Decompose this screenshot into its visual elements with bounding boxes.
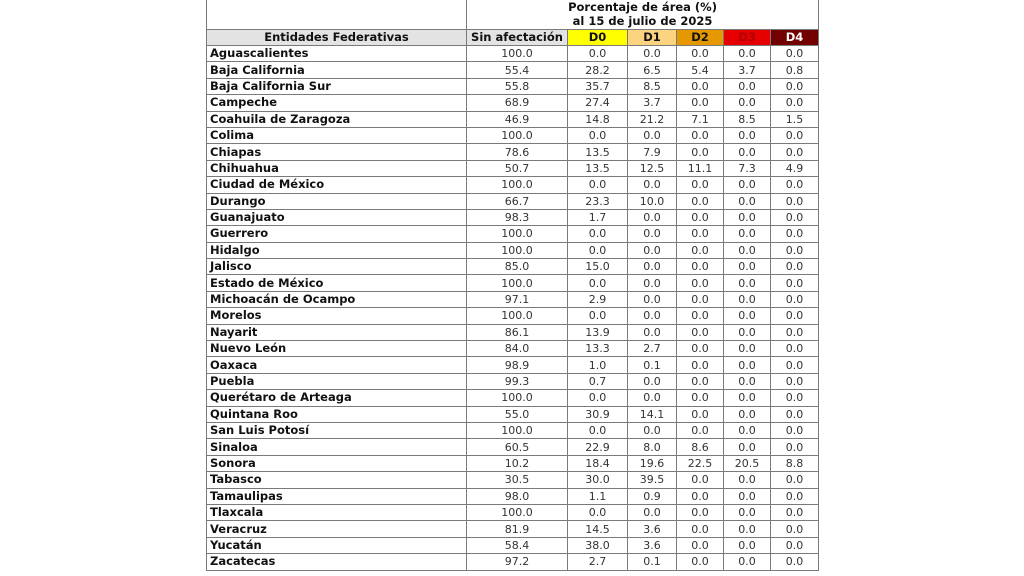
cell-d2: 0.0 [677, 95, 724, 111]
table-row [207, 439, 819, 455]
cell-d2: 0.0 [677, 472, 724, 488]
cell-sin-afectacion: 86.1 [467, 324, 568, 340]
cell-d4: 0.0 [771, 127, 819, 143]
cell-sin-afectacion: 58.4 [467, 537, 568, 553]
cell-d3: 0.0 [724, 127, 771, 143]
cell-d4: 0.0 [771, 341, 819, 357]
cell-d4: 0.0 [771, 554, 819, 570]
cell-entity: Sonora [207, 455, 467, 471]
cell-entity: Nayarit [207, 324, 467, 340]
cell-sin-afectacion: 66.7 [467, 193, 568, 209]
cell-entity: Puebla [207, 373, 467, 389]
cell-sin-afectacion: 100.0 [467, 308, 568, 324]
cell-d1: 6.5 [628, 62, 677, 78]
cell-d0: 2.9 [568, 291, 628, 307]
cell-d1: 0.0 [628, 422, 677, 438]
cell-d4: 0.0 [771, 242, 819, 258]
cell-sin-afectacion: 100.0 [467, 127, 568, 143]
cell-sin-afectacion: 84.0 [467, 341, 568, 357]
cell-d3: 0.0 [724, 242, 771, 258]
cell-d3: 0.0 [724, 537, 771, 553]
cell-d4: 0.0 [771, 144, 819, 160]
cell-sin-afectacion: 85.0 [467, 259, 568, 275]
table-title-line1: Porcentaje de área (%) [568, 0, 717, 14]
cell-d0: 13.9 [568, 324, 628, 340]
cell-d3: 0.0 [724, 488, 771, 504]
cell-sin-afectacion: 10.2 [467, 455, 568, 471]
cell-d1: 3.6 [628, 521, 677, 537]
cell-entity: Quintana Roo [207, 406, 467, 422]
cell-sin-afectacion: 100.0 [467, 46, 568, 62]
table-row [207, 78, 819, 94]
cell-d1: 0.0 [628, 324, 677, 340]
cell-d1: 8.0 [628, 439, 677, 455]
table-row [207, 324, 819, 340]
cell-d2: 0.0 [677, 144, 724, 160]
cell-sin-afectacion: 100.0 [467, 275, 568, 291]
table-row [207, 422, 819, 438]
col-header-d3: D3 [724, 30, 771, 46]
cell-entity: Campeche [207, 95, 467, 111]
cell-d3: 0.0 [724, 193, 771, 209]
cell-sin-afectacion: 97.1 [467, 291, 568, 307]
cell-d1: 0.0 [628, 291, 677, 307]
cell-sin-afectacion: 81.9 [467, 521, 568, 537]
cell-sin-afectacion: 50.7 [467, 160, 568, 176]
cell-entity: Zacatecas [207, 554, 467, 570]
table-row [207, 537, 819, 553]
cell-d0: 14.5 [568, 521, 628, 537]
table-row [207, 46, 819, 62]
cell-d1: 39.5 [628, 472, 677, 488]
cell-d4: 0.0 [771, 488, 819, 504]
cell-sin-afectacion: 100.0 [467, 422, 568, 438]
cell-d4: 0.0 [771, 46, 819, 62]
cell-d4: 0.0 [771, 259, 819, 275]
table-row [207, 406, 819, 422]
cell-d0: 1.7 [568, 209, 628, 225]
table-row [207, 259, 819, 275]
cell-d0: 0.0 [568, 242, 628, 258]
cell-d1: 0.0 [628, 226, 677, 242]
cell-d1: 0.0 [628, 177, 677, 193]
cell-d1: 8.5 [628, 78, 677, 94]
cell-d3: 0.0 [724, 324, 771, 340]
cell-d3: 0.0 [724, 554, 771, 570]
cell-d0: 0.0 [568, 275, 628, 291]
cell-sin-afectacion: 98.3 [467, 209, 568, 225]
cell-sin-afectacion: 30.5 [467, 472, 568, 488]
cell-sin-afectacion: 55.4 [467, 62, 568, 78]
cell-entity: Ciudad de México [207, 177, 467, 193]
cell-d2: 0.0 [677, 226, 724, 242]
table-title-line2: al 15 de julio de 2025 [572, 14, 713, 28]
cell-d3: 0.0 [724, 144, 771, 160]
cell-d4: 4.9 [771, 160, 819, 176]
cell-d2: 0.0 [677, 521, 724, 537]
cell-d0: 13.5 [568, 144, 628, 160]
cell-d4: 0.0 [771, 422, 819, 438]
cell-d1: 0.0 [628, 373, 677, 389]
cell-entity: Durango [207, 193, 467, 209]
cell-d3: 0.0 [724, 78, 771, 94]
cell-sin-afectacion: 100.0 [467, 504, 568, 520]
cell-d1: 0.0 [628, 308, 677, 324]
cell-entity: Tlaxcala [207, 504, 467, 520]
cell-d4: 0.0 [771, 521, 819, 537]
col-header-d4: D4 [771, 30, 819, 46]
cell-d2: 22.5 [677, 455, 724, 471]
cell-entity: Jalisco [207, 259, 467, 275]
cell-sin-afectacion: 100.0 [467, 242, 568, 258]
cell-d0: 23.3 [568, 193, 628, 209]
cell-d0: 30.9 [568, 406, 628, 422]
cell-d2: 0.0 [677, 193, 724, 209]
table-row [207, 521, 819, 537]
cell-sin-afectacion: 98.9 [467, 357, 568, 373]
cell-d0: 28.2 [568, 62, 628, 78]
table-row [207, 472, 819, 488]
cell-d0: 15.0 [568, 259, 628, 275]
cell-d0: 14.8 [568, 111, 628, 127]
cell-d2: 0.0 [677, 127, 724, 143]
table-row [207, 291, 819, 307]
cell-d2: 0.0 [677, 504, 724, 520]
cell-entity: Hidalgo [207, 242, 467, 258]
cell-sin-afectacion: 100.0 [467, 390, 568, 406]
cell-d0: 0.0 [568, 308, 628, 324]
cell-sin-afectacion: 55.0 [467, 406, 568, 422]
cell-d0: 35.7 [568, 78, 628, 94]
table-row [207, 390, 819, 406]
col-header-entity: Entidades Federativas [207, 30, 467, 46]
cell-entity: Nuevo León [207, 341, 467, 357]
cell-d3: 0.0 [724, 390, 771, 406]
table-body [207, 46, 819, 571]
cell-d1: 0.0 [628, 46, 677, 62]
cell-d4: 0.0 [771, 324, 819, 340]
cell-d3: 0.0 [724, 95, 771, 111]
cell-d1: 0.0 [628, 390, 677, 406]
cell-entity: Morelos [207, 308, 467, 324]
table-title-row [207, 0, 819, 30]
cell-entity: Yucatán [207, 537, 467, 553]
cell-d1: 19.6 [628, 455, 677, 471]
cell-sin-afectacion: 60.5 [467, 439, 568, 455]
cell-entity: Veracruz [207, 521, 467, 537]
cell-d3: 0.0 [724, 46, 771, 62]
col-header-d0: D0 [568, 30, 628, 46]
drought-table-container [206, 0, 818, 571]
cell-entity: Estado de México [207, 275, 467, 291]
table-row [207, 127, 819, 143]
cell-d3: 0.0 [724, 275, 771, 291]
cell-d2: 0.0 [677, 488, 724, 504]
cell-d3: 0.0 [724, 406, 771, 422]
table-row [207, 209, 819, 225]
cell-d2: 0.0 [677, 373, 724, 389]
cell-d2: 0.0 [677, 259, 724, 275]
cell-d4: 0.0 [771, 390, 819, 406]
cell-d0: 0.0 [568, 422, 628, 438]
cell-d4: 0.0 [771, 373, 819, 389]
col-header-sin-afectacion: Sin afectación [467, 30, 568, 46]
table-title [467, 0, 819, 30]
cell-d2: 8.6 [677, 439, 724, 455]
col-header-d2: D2 [677, 30, 724, 46]
cell-d2: 0.0 [677, 341, 724, 357]
cell-d4: 0.0 [771, 291, 819, 307]
col-header-d1: D1 [628, 30, 677, 46]
cell-d4: 0.0 [771, 504, 819, 520]
cell-d0: 13.5 [568, 160, 628, 176]
table-row [207, 488, 819, 504]
cell-d2: 0.0 [677, 324, 724, 340]
cell-d3: 8.5 [724, 111, 771, 127]
cell-sin-afectacion: 100.0 [467, 226, 568, 242]
cell-d0: 0.0 [568, 504, 628, 520]
cell-d4: 0.0 [771, 357, 819, 373]
cell-d4: 0.0 [771, 78, 819, 94]
drought-percentage-table [206, 0, 819, 571]
cell-d2: 0.0 [677, 291, 724, 307]
cell-d2: 0.0 [677, 554, 724, 570]
table-row [207, 308, 819, 324]
cell-d4: 0.8 [771, 62, 819, 78]
table-row [207, 193, 819, 209]
cell-sin-afectacion: 78.6 [467, 144, 568, 160]
cell-d4: 0.0 [771, 406, 819, 422]
cell-d0: 38.0 [568, 537, 628, 553]
table-row [207, 95, 819, 111]
cell-d2: 0.0 [677, 308, 724, 324]
cell-d0: 0.0 [568, 177, 628, 193]
cell-d1: 3.7 [628, 95, 677, 111]
cell-d0: 18.4 [568, 455, 628, 471]
cell-d2: 5.4 [677, 62, 724, 78]
table-row [207, 177, 819, 193]
cell-entity: Aguascalientes [207, 46, 467, 62]
cell-d4: 0.0 [771, 275, 819, 291]
cell-d4: 0.0 [771, 226, 819, 242]
cell-d4: 1.5 [771, 111, 819, 127]
cell-d0: 13.3 [568, 341, 628, 357]
cell-d4: 0.0 [771, 308, 819, 324]
cell-d1: 0.0 [628, 209, 677, 225]
cell-d2: 0.0 [677, 177, 724, 193]
cell-d3: 7.3 [724, 160, 771, 176]
cell-entity: Tamaulipas [207, 488, 467, 504]
table-row [207, 144, 819, 160]
cell-d2: 0.0 [677, 209, 724, 225]
cell-d3: 0.0 [724, 291, 771, 307]
cell-d2: 11.1 [677, 160, 724, 176]
cell-d3: 0.0 [724, 308, 771, 324]
cell-d4: 0.0 [771, 209, 819, 225]
table-row [207, 455, 819, 471]
cell-entity: Tabasco [207, 472, 467, 488]
cell-d3: 0.0 [724, 209, 771, 225]
cell-d0: 1.1 [568, 488, 628, 504]
cell-d3: 0.0 [724, 439, 771, 455]
table-row [207, 504, 819, 520]
cell-d1: 3.6 [628, 537, 677, 553]
cell-sin-afectacion: 100.0 [467, 177, 568, 193]
cell-d0: 1.0 [568, 357, 628, 373]
table-row [207, 341, 819, 357]
cell-d4: 0.0 [771, 95, 819, 111]
cell-d4: 0.0 [771, 472, 819, 488]
cell-d0: 0.0 [568, 46, 628, 62]
cell-entity: Guanajuato [207, 209, 467, 225]
cell-d2: 0.0 [677, 422, 724, 438]
cell-entity: Sinaloa [207, 439, 467, 455]
cell-d0: 0.0 [568, 390, 628, 406]
table-row [207, 242, 819, 258]
cell-d1: 12.5 [628, 160, 677, 176]
cell-d4: 0.0 [771, 537, 819, 553]
cell-d3: 0.0 [724, 177, 771, 193]
cell-d1: 0.0 [628, 242, 677, 258]
cell-d2: 0.0 [677, 242, 724, 258]
cell-d3: 0.0 [724, 357, 771, 373]
cell-d3: 0.0 [724, 504, 771, 520]
cell-entity: Baja California [207, 62, 467, 78]
table-row [207, 275, 819, 291]
cell-d4: 0.0 [771, 177, 819, 193]
cell-entity: San Luis Potosí [207, 422, 467, 438]
cell-d0: 0.0 [568, 226, 628, 242]
column-header-row [207, 30, 819, 46]
cell-d1: 0.0 [628, 275, 677, 291]
cell-d3: 20.5 [724, 455, 771, 471]
cell-d1: 7.9 [628, 144, 677, 160]
title-blank-cell [207, 0, 467, 30]
table-row [207, 226, 819, 242]
cell-entity: Guerrero [207, 226, 467, 242]
cell-sin-afectacion: 46.9 [467, 111, 568, 127]
table-row [207, 357, 819, 373]
cell-entity: Oaxaca [207, 357, 467, 373]
cell-d4: 0.0 [771, 439, 819, 455]
cell-d1: 21.2 [628, 111, 677, 127]
cell-entity: Coahuila de Zaragoza [207, 111, 467, 127]
cell-d2: 0.0 [677, 537, 724, 553]
cell-entity: Michoacán de Ocampo [207, 291, 467, 307]
cell-d3: 0.0 [724, 521, 771, 537]
cell-d2: 0.0 [677, 46, 724, 62]
cell-sin-afectacion: 99.3 [467, 373, 568, 389]
cell-d2: 0.0 [677, 390, 724, 406]
cell-d3: 0.0 [724, 226, 771, 242]
cell-d2: 0.0 [677, 406, 724, 422]
cell-d4: 8.8 [771, 455, 819, 471]
cell-d2: 7.1 [677, 111, 724, 127]
cell-d1: 0.1 [628, 357, 677, 373]
cell-d3: 0.0 [724, 373, 771, 389]
cell-d1: 0.9 [628, 488, 677, 504]
cell-entity: Baja California Sur [207, 78, 467, 94]
cell-d1: 0.0 [628, 504, 677, 520]
table-row [207, 160, 819, 176]
cell-sin-afectacion: 68.9 [467, 95, 568, 111]
cell-d1: 0.0 [628, 259, 677, 275]
cell-d0: 30.0 [568, 472, 628, 488]
cell-sin-afectacion: 55.8 [467, 78, 568, 94]
cell-sin-afectacion: 98.0 [467, 488, 568, 504]
cell-d1: 2.7 [628, 341, 677, 357]
cell-d0: 2.7 [568, 554, 628, 570]
cell-d2: 0.0 [677, 275, 724, 291]
cell-d3: 0.0 [724, 422, 771, 438]
table-row [207, 62, 819, 78]
cell-d0: 27.4 [568, 95, 628, 111]
cell-entity: Colima [207, 127, 467, 143]
cell-d4: 0.0 [771, 193, 819, 209]
cell-d1: 10.0 [628, 193, 677, 209]
cell-d1: 14.1 [628, 406, 677, 422]
table-row [207, 554, 819, 570]
table-row [207, 373, 819, 389]
cell-d2: 0.0 [677, 357, 724, 373]
cell-d3: 0.0 [724, 472, 771, 488]
cell-d0: 0.0 [568, 127, 628, 143]
cell-d0: 0.7 [568, 373, 628, 389]
cell-d3: 0.0 [724, 341, 771, 357]
cell-entity: Chiapas [207, 144, 467, 160]
cell-d3: 0.0 [724, 259, 771, 275]
cell-d3: 3.7 [724, 62, 771, 78]
cell-d1: 0.1 [628, 554, 677, 570]
cell-entity: Chihuahua [207, 160, 467, 176]
cell-d1: 0.0 [628, 127, 677, 143]
cell-d2: 0.0 [677, 78, 724, 94]
cell-sin-afectacion: 97.2 [467, 554, 568, 570]
table-row [207, 111, 819, 127]
cell-entity: Querétaro de Arteaga [207, 390, 467, 406]
cell-d0: 22.9 [568, 439, 628, 455]
